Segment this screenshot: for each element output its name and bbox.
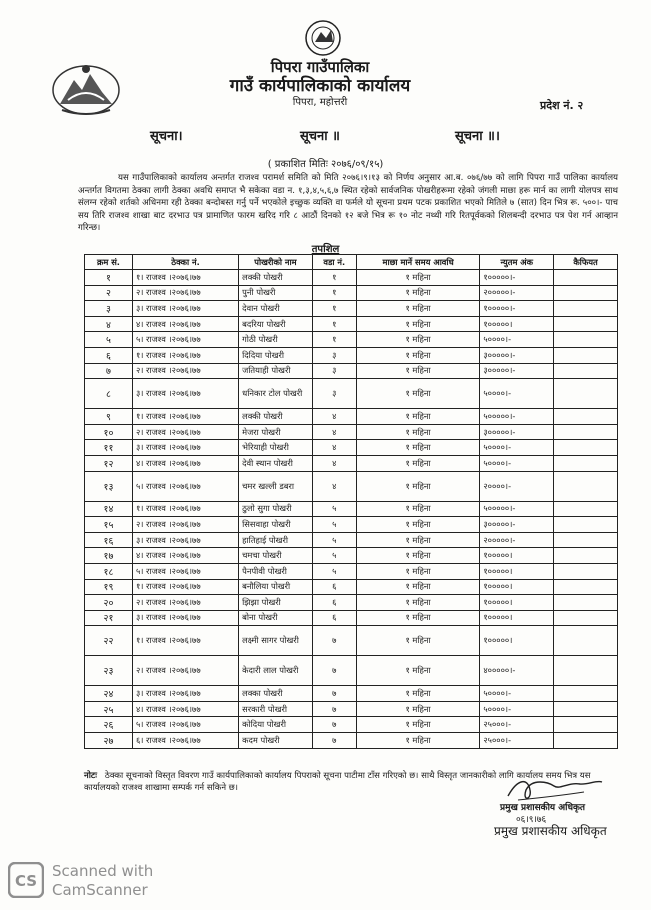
- ward-no-cell: ७: [312, 717, 356, 733]
- remarks-cell: [554, 610, 618, 626]
- table-row: [85, 595, 618, 611]
- min-amount-cell: ५००००।-: [480, 455, 554, 471]
- pond-name-cell: बनौलिया पोखरी: [239, 579, 313, 595]
- serial-cell: ४: [85, 316, 133, 332]
- table-row: [85, 501, 618, 517]
- serial-cell: २०: [85, 595, 133, 611]
- duration-cell: १ महिना: [356, 409, 480, 425]
- duration-cell: १ महिना: [356, 579, 480, 595]
- pond-name-cell: दिदिया पोखरी: [239, 347, 313, 363]
- watermark-line-2: CamScanner: [52, 881, 148, 899]
- remarks-cell: [554, 363, 618, 379]
- min-amount-cell: ३०००००।-: [480, 347, 554, 363]
- ward-no-cell: १: [312, 316, 356, 332]
- note-label: नोटः: [84, 771, 97, 781]
- duration-cell: १ महिना: [356, 332, 480, 348]
- header-contract-no: ठेक्का नं.: [132, 255, 238, 270]
- contract-no-cell: ५। राजश्व ।२०७६।७७: [132, 332, 238, 348]
- pond-name-cell: लक्की पोखरी: [239, 270, 313, 286]
- table-title: तपशिल: [311, 244, 340, 255]
- duration-cell: १ महिना: [356, 733, 480, 749]
- serial-cell: ११: [85, 440, 133, 456]
- duration-cell: १ महिना: [356, 532, 480, 548]
- contract-no-cell: १। राजश्व ।२०७६।७७: [132, 347, 238, 363]
- remarks-cell: [554, 332, 618, 348]
- contract-no-cell: २। राजश्व ।२०७६।७७: [132, 656, 238, 686]
- duration-cell: १ महिना: [356, 563, 480, 579]
- contract-no-cell: ३। राजश्व ।२०७६।७७: [132, 440, 238, 456]
- duration-cell: १ महिना: [356, 424, 480, 440]
- table-row: [85, 301, 618, 317]
- min-amount-cell: ३०००००।-: [480, 517, 554, 533]
- pond-name-cell: चमचा पोखरी: [239, 548, 313, 564]
- table-row: [85, 285, 618, 301]
- table-row: [85, 471, 618, 501]
- min-amount-cell: ५००००।-: [480, 332, 554, 348]
- ward-no-cell: ३: [312, 347, 356, 363]
- duration-cell: १ महिना: [356, 626, 480, 656]
- province-label: प्रदेश नं. २: [540, 99, 584, 112]
- min-amount-cell: १०००००।: [480, 563, 554, 579]
- table-row: [85, 316, 618, 332]
- min-amount-cell: ५००००।-: [480, 440, 554, 456]
- remarks-cell: [554, 424, 618, 440]
- contract-no-cell: १। राजश्व ।२०७६।७७: [132, 409, 238, 425]
- table-row: [85, 733, 618, 749]
- min-amount-cell: ३०००००।-: [480, 424, 554, 440]
- min-amount-cell: २५०००।-: [480, 717, 554, 733]
- serial-cell: २१: [85, 610, 133, 626]
- remarks-cell: [554, 379, 618, 409]
- note-text: ठेक्का सूचनाको विस्तृत विवरण गाउँ कार्यपालिकाको कार्यालय पिपराको सूचना पाटीमा टाँस गरिएको छ। साथै विस्तृत जानकारीको लागि कार्यालय समय भित्र यस कार्यालयको राजश्व शाखामा सम्पर्क गर्न सकिने छ।: [84, 771, 591, 793]
- duration-cell: १ महिना: [356, 517, 480, 533]
- pond-name-cell: बोना पोखरी: [239, 610, 313, 626]
- ward-no-cell: ४: [312, 471, 356, 501]
- serial-cell: २२: [85, 626, 133, 656]
- duration-cell: १ महिना: [356, 686, 480, 702]
- ward-no-cell: १: [312, 285, 356, 301]
- pond-name-cell: देवान पोखरी: [239, 301, 313, 317]
- table-row: [85, 686, 618, 702]
- table-row: [85, 379, 618, 409]
- table-row: [85, 409, 618, 425]
- ward-no-cell: ६: [312, 595, 356, 611]
- pond-name-cell: सरकारी पोखरी: [239, 701, 313, 717]
- table-row: [85, 717, 618, 733]
- duration-cell: १ महिना: [356, 347, 480, 363]
- ward-no-cell: ५: [312, 517, 356, 533]
- remarks-cell: [554, 717, 618, 733]
- header-remarks: कैफियत: [554, 255, 618, 270]
- signature-date: ०६।९।७६: [516, 815, 547, 825]
- serial-cell: १६: [85, 532, 133, 548]
- min-amount-cell: ४०००००।-: [480, 656, 554, 686]
- table-row: [85, 656, 618, 686]
- notice-heading-1: सूचना।: [150, 129, 183, 144]
- remarks-cell: [554, 347, 618, 363]
- pond-name-cell: ठुलो सुगा पोखरी: [239, 501, 313, 517]
- remarks-cell: [554, 517, 618, 533]
- header-duration: माछा मार्ने समय आवधि: [356, 255, 480, 270]
- contract-no-cell: २। राजश्व ।२०७६।७७: [132, 363, 238, 379]
- pond-name-cell: चमर खल्ली डबरा: [239, 471, 313, 501]
- remarks-cell: [554, 532, 618, 548]
- contract-no-cell: १। राजश्व ।२०७६।७७: [132, 626, 238, 656]
- publish-date: ( प्रकाशित मितिः २०७६/०९/१५): [267, 159, 384, 170]
- duration-cell: १ महिना: [356, 656, 480, 686]
- remarks-cell: [554, 563, 618, 579]
- office-heading: [200, 58, 440, 110]
- table-row: [85, 363, 618, 379]
- pond-name-cell: कदम पोखरी: [239, 733, 313, 749]
- ward-no-cell: ४: [312, 424, 356, 440]
- contract-no-cell: ५। राजश्व ।२०७६।७७: [132, 563, 238, 579]
- contract-no-cell: ४। राजश्व ।२०७६।७७: [132, 316, 238, 332]
- serial-cell: २: [85, 285, 133, 301]
- office-name: गाउँ कार्यपालिकाको कार्यालय: [229, 76, 411, 96]
- pond-name-cell: पुनी पोखरी: [239, 285, 313, 301]
- remarks-cell: [554, 656, 618, 686]
- serial-cell: ८: [85, 379, 133, 409]
- serial-cell: ६: [85, 347, 133, 363]
- serial-cell: १५: [85, 517, 133, 533]
- min-amount-cell: ५०००००।-: [480, 409, 554, 425]
- serial-cell: ५: [85, 332, 133, 348]
- duration-cell: १ महिना: [356, 548, 480, 564]
- ward-no-cell: ५: [312, 548, 356, 564]
- min-amount-cell: २०००००।-: [480, 285, 554, 301]
- remarks-cell: [554, 409, 618, 425]
- contract-no-cell: ४। राजश्व ।२०७६।७७: [132, 455, 238, 471]
- pond-name-cell: सिसवाहा पोखरी: [239, 517, 313, 533]
- serial-cell: ३: [85, 301, 133, 317]
- pond-name-cell: झिझा पोखरी: [239, 595, 313, 611]
- ward-no-cell: ५: [312, 501, 356, 517]
- duration-cell: १ महिना: [356, 316, 480, 332]
- contract-no-cell: १। राजश्व ।२०७६।७७: [132, 501, 238, 517]
- remarks-cell: [554, 285, 618, 301]
- ward-no-cell: ४: [312, 440, 356, 456]
- duration-cell: १ महिना: [356, 379, 480, 409]
- ward-no-cell: ३: [312, 363, 356, 379]
- pond-name-cell: लक्ष्मी सागर पोखरी: [239, 626, 313, 656]
- table-row: [85, 455, 618, 471]
- duration-cell: १ महिना: [356, 471, 480, 501]
- pond-name-cell: केदारी लाल पोखरी: [239, 656, 313, 686]
- table-row: [85, 270, 618, 286]
- remarks-cell: [554, 626, 618, 656]
- table-row: [85, 579, 618, 595]
- ward-no-cell: ४: [312, 455, 356, 471]
- contract-no-cell: २। राजश्व ।२०७६।७७: [132, 424, 238, 440]
- min-amount-cell: १०००००।-: [480, 270, 554, 286]
- ward-no-cell: ७: [312, 701, 356, 717]
- duration-cell: १ महिना: [356, 455, 480, 471]
- duration-cell: १ महिना: [356, 610, 480, 626]
- serial-cell: १४: [85, 501, 133, 517]
- remarks-cell: [554, 595, 618, 611]
- ward-no-cell: ४: [312, 409, 356, 425]
- remarks-cell: [554, 270, 618, 286]
- serial-cell: १२: [85, 455, 133, 471]
- min-amount-cell: २००००।-: [480, 471, 554, 501]
- serial-cell: १०: [85, 424, 133, 440]
- contract-no-cell: १। राजश्व ।२०७६।७७: [132, 270, 238, 286]
- ward-no-cell: ७: [312, 733, 356, 749]
- ward-no-cell: ७: [312, 626, 356, 656]
- contract-no-cell: ३। राजश्व ।२०७६।७७: [132, 532, 238, 548]
- contract-no-cell: ५। राजश्व ।२०७६।७७: [132, 717, 238, 733]
- min-amount-cell: २०००००।-: [480, 532, 554, 548]
- pond-name-cell: धनिकार टोल पोखरी: [239, 379, 313, 409]
- header-ward-no: वडा नं.: [312, 255, 356, 270]
- table-row: [85, 701, 618, 717]
- ward-no-cell: ६: [312, 579, 356, 595]
- table-row: [85, 332, 618, 348]
- remarks-cell: [554, 301, 618, 317]
- pond-name-cell: लक्का पोखरी: [239, 686, 313, 702]
- header-min-amount: न्युतम अंक: [480, 255, 554, 270]
- serial-cell: ७: [85, 363, 133, 379]
- pond-name-cell: जतियाही पोखरी: [239, 363, 313, 379]
- remarks-cell: [554, 440, 618, 456]
- serial-cell: ९: [85, 409, 133, 425]
- remarks-cell: [554, 455, 618, 471]
- table-row: [85, 440, 618, 456]
- signatory-title: प्रमुख प्रशासकीय अधिकृत: [500, 803, 586, 813]
- contract-no-cell: ५। राजश्व ।२०७६।७७: [132, 471, 238, 501]
- duration-cell: १ महिना: [356, 301, 480, 317]
- ward-no-cell: ५: [312, 532, 356, 548]
- min-amount-cell: १०००००।: [480, 548, 554, 564]
- min-amount-cell: ३०००००।-: [480, 363, 554, 379]
- serial-cell: २५: [85, 701, 133, 717]
- camscanner-logo-icon: [8, 862, 44, 898]
- notice-paragraph: यस गाउँपालिकाको कार्यालय अन्तर्गत राजश्व परामर्श समिति को मिति २०७६।९।१३ को निर्णय अनुसार आ.ब. ०७६/७७ को लागि पिपरा गाउँ पालिका कार्यालय अन्तर्गत विगतमा ठेक्का लागी ठेक्का अवधि समाप्त भै सकेका वडा न. १,३,४,५,६,७ स्थित रहेको सार्वजनिक पोखरीहरूमा रहेको जंगली माछा हरू मार्न का लागी योलपत्र साथ संलग्न रहेको शर्तको अधिनमा रही ठेक्का बन्दोबस्त गर्नु पर्ने भएकोले इच्छुक व्यक्ति वा फर्मले यो सूचना प्रथम पटक प्रकाशित भएको मितिले ७ (सात) दिन भित्र रू. ५००।- पाच सय तिरि राजश्व शाखा बाट दरभाउ पत्र प्रामाणित फारम खरिद गरि ८ आठौं दिनको १२ बजे भित्र रू १० नोट नथ्थी गरि रितपूर्वकको शिलबन्दी दरभाउ पत्र पेश गर्न आव्हान गरिन्छ।: [78, 173, 618, 233]
- stamp-text: प्रमुख प्रशासकीय अधिकृत: [494, 824, 607, 838]
- min-amount-cell: ५००००।-: [480, 686, 554, 702]
- remarks-cell: [554, 501, 618, 517]
- min-amount-cell: ५००००।-: [480, 379, 554, 409]
- notice-heading-2: सूचना ॥: [300, 129, 340, 144]
- table-row: [85, 517, 618, 533]
- pond-name-cell: कोदिया पोखरी: [239, 717, 313, 733]
- ward-no-cell: ७: [312, 656, 356, 686]
- notice-heading-3: सूचना ॥।: [455, 129, 500, 144]
- pond-contract-table: [84, 254, 618, 749]
- contract-no-cell: ३। राजश्व ।२०७६।७७: [132, 301, 238, 317]
- contract-no-cell: ३। राजश्व ।२०७६।७७: [132, 379, 238, 409]
- table-row: [85, 563, 618, 579]
- ward-no-cell: १: [312, 332, 356, 348]
- table-row: [85, 532, 618, 548]
- remarks-cell: [554, 579, 618, 595]
- serial-cell: २३: [85, 656, 133, 686]
- table-row: [85, 424, 618, 440]
- ward-no-cell: ६: [312, 610, 356, 626]
- contract-no-cell: २। राजश्व ।२०७६।७७: [132, 285, 238, 301]
- contract-no-cell: ३। राजश्व ।२०७६।७७: [132, 610, 238, 626]
- min-amount-cell: १०००००।: [480, 610, 554, 626]
- municipality-logo-icon: [302, 18, 344, 58]
- remarks-cell: [554, 316, 618, 332]
- min-amount-cell: १०००००।: [480, 316, 554, 332]
- serial-cell: २४: [85, 686, 133, 702]
- remarks-cell: [554, 471, 618, 501]
- table-header-row: [85, 255, 618, 270]
- serial-cell: १: [85, 270, 133, 286]
- table-row: [85, 610, 618, 626]
- duration-cell: १ महिना: [356, 501, 480, 517]
- contract-no-cell: १। राजश्व ।२०७६।७७: [132, 579, 238, 595]
- ward-no-cell: ३: [312, 379, 356, 409]
- duration-cell: १ महिना: [356, 285, 480, 301]
- municipality-name: पिपरा गाउँपालिका: [270, 58, 370, 76]
- serial-cell: १९: [85, 579, 133, 595]
- duration-cell: १ महिना: [356, 701, 480, 717]
- duration-cell: १ महिना: [356, 363, 480, 379]
- duration-cell: १ महिना: [356, 440, 480, 456]
- serial-cell: १८: [85, 563, 133, 579]
- remarks-cell: [554, 686, 618, 702]
- contract-no-cell: ३। राजश्व ।२०७६।७७: [132, 686, 238, 702]
- min-amount-cell: २५०००।-: [480, 733, 554, 749]
- serial-cell: २७: [85, 733, 133, 749]
- office-location: पिपरा, महोत्तरी: [292, 97, 348, 108]
- table-row: [85, 548, 618, 564]
- serial-cell: १७: [85, 548, 133, 564]
- pond-name-cell: मेजरा पोखरी: [239, 424, 313, 440]
- camscanner-watermark: [52, 862, 153, 900]
- ward-no-cell: १: [312, 270, 356, 286]
- ward-no-cell: ७: [312, 686, 356, 702]
- min-amount-cell: १०००००।-: [480, 301, 554, 317]
- min-amount-cell: ५०००००।-: [480, 501, 554, 517]
- header-pond-name: पोखरीको नाम: [239, 255, 313, 270]
- min-amount-cell: १०००००।: [480, 626, 554, 656]
- serial-cell: १३: [85, 471, 133, 501]
- pond-name-cell: हातिहाई पोखरी: [239, 532, 313, 548]
- table-row: [85, 347, 618, 363]
- min-amount-cell: १०००००।: [480, 595, 554, 611]
- pond-name-cell: बदरिया पोखरी: [239, 316, 313, 332]
- duration-cell: १ महिना: [356, 595, 480, 611]
- min-amount-cell: १०००००।: [480, 579, 554, 595]
- nepal-emblem-icon: [50, 60, 122, 116]
- watermark-line-1: Scanned with: [52, 862, 154, 880]
- camscanner-logo-text: CS: [14, 872, 38, 890]
- contract-no-cell: ६। राजश्व ।२०७६।७७: [132, 733, 238, 749]
- remarks-cell: [554, 701, 618, 717]
- serial-cell: २६: [85, 717, 133, 733]
- pond-name-cell: देवी स्थान पोखरी: [239, 455, 313, 471]
- pond-name-cell: भेरियाही पोखरी: [239, 440, 313, 456]
- contract-no-cell: ४। राजश्व ।२०७६।७७: [132, 701, 238, 717]
- duration-cell: १ महिना: [356, 717, 480, 733]
- remarks-cell: [554, 733, 618, 749]
- contract-no-cell: ४। राजश्व ।२०७६।७७: [132, 548, 238, 564]
- duration-cell: १ महिना: [356, 270, 480, 286]
- ward-no-cell: ५: [312, 563, 356, 579]
- table-row: [85, 626, 618, 656]
- remarks-cell: [554, 548, 618, 564]
- min-amount-cell: ५००००।-: [480, 701, 554, 717]
- contract-no-cell: २। राजश्व ।२०७६।७७: [132, 595, 238, 611]
- ward-no-cell: १: [312, 301, 356, 317]
- header-serial: क्रम सं.: [85, 255, 133, 270]
- contract-no-cell: २। राजश्व ।२०७६।७७: [132, 517, 238, 533]
- pond-name-cell: पैनपीवी पोखरी: [239, 563, 313, 579]
- pond-name-cell: लक्की पोखरी: [239, 409, 313, 425]
- pond-name-cell: गोठी पोखरी: [239, 332, 313, 348]
